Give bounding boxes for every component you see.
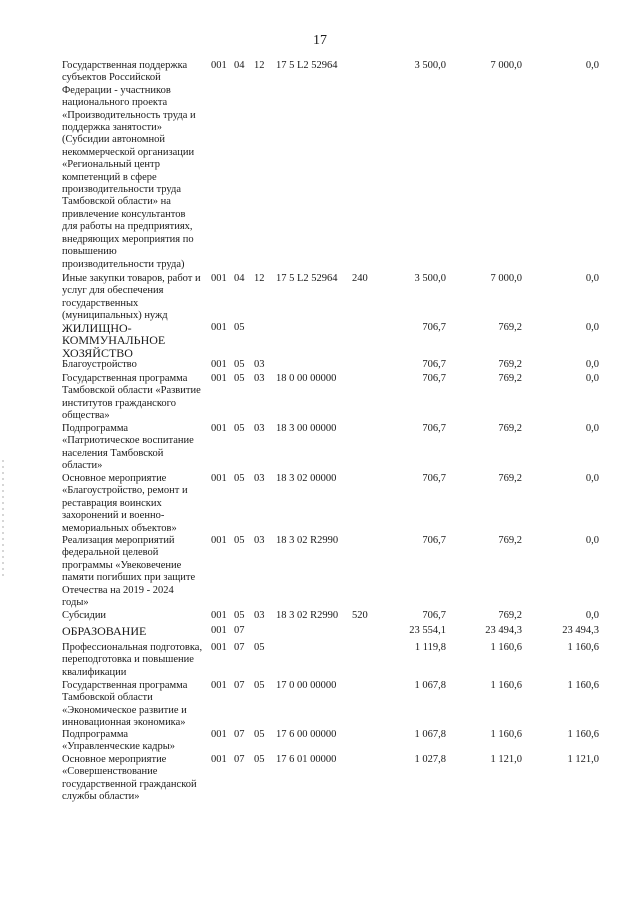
cell-csr: 18 3 02 R2990: [276, 535, 339, 546]
cell-pr: 03: [254, 373, 265, 384]
row-name: ОБРАЗОВАНИЕ: [62, 624, 147, 638]
cell-ved: 001: [211, 273, 227, 284]
row-name: Основное мероприятие «Благоустройство, ремонт и реставрация воинских захоронений и военно- мемориальных объектов»: [62, 473, 188, 534]
cell-amount-2: 769,2: [498, 373, 522, 384]
cell-amount-3: 0,0: [585, 60, 599, 71]
cell-pr: 05: [254, 754, 265, 765]
cell-ved: 001: [211, 423, 227, 434]
cell-pr: 12: [254, 60, 265, 71]
cell-rz: 04: [234, 60, 245, 71]
cell-pr: 03: [254, 423, 265, 434]
cell-amount-3: 0,0: [585, 423, 599, 434]
cell-csr: 18 3 00 00000: [276, 423, 337, 434]
cell-rz: 05: [234, 473, 245, 484]
cell-amount-1: 3 500,0: [414, 273, 446, 284]
cell-ved: 001: [211, 359, 227, 370]
cell-amount-3: 1 160,6: [567, 680, 599, 691]
cell-amount-1: 706,7: [422, 535, 446, 546]
cell-rz: 05: [234, 535, 245, 546]
cell-amount-1: 706,7: [422, 473, 446, 484]
cell-amount-2: 7 000,0: [490, 273, 522, 284]
cell-amount-1: 706,7: [422, 373, 446, 384]
cell-pr: 03: [254, 535, 265, 546]
cell-amount-3: 0,0: [585, 373, 599, 384]
cell-ved: 001: [211, 610, 227, 621]
cell-csr: 17 5 L2 52964: [276, 273, 338, 284]
cell-ved: 001: [211, 754, 227, 765]
page-number: 17: [313, 33, 327, 48]
row-name: Подпрограмма «Патриотическое воспитание населения Тамбовской области»: [62, 423, 194, 472]
cell-amount-2: 1 160,6: [490, 680, 522, 691]
row-name: Подпрограмма «Управленческие кадры»: [62, 729, 175, 753]
cell-rz: 07: [234, 729, 245, 740]
cell-amount-2: 769,2: [498, 473, 522, 484]
cell-amount-3: 1 160,6: [567, 729, 599, 740]
cell-ved: 001: [211, 373, 227, 384]
cell-ved: 001: [211, 535, 227, 546]
cell-amount-2: 1 121,0: [490, 754, 522, 765]
cell-amount-3: 0,0: [585, 273, 599, 284]
cell-amount-1: 1 067,8: [414, 680, 446, 691]
cell-csr: 17 6 00 00000: [276, 729, 337, 740]
cell-csr: 17 6 01 00000: [276, 754, 337, 765]
cell-ved: 001: [211, 729, 227, 740]
cell-amount-3: 0,0: [585, 610, 599, 621]
cell-pr: 03: [254, 610, 265, 621]
cell-rz: 07: [234, 680, 245, 691]
cell-amount-1: 706,7: [422, 322, 446, 333]
cell-rz: 05: [234, 373, 245, 384]
cell-amount-1: 706,7: [422, 359, 446, 370]
cell-amount-1: 1 119,8: [414, 642, 446, 653]
cell-ved: 001: [211, 60, 227, 71]
cell-amount-2: 23 494,3: [485, 625, 522, 636]
cell-amount-1: 706,7: [422, 423, 446, 434]
cell-rz: 07: [234, 642, 245, 653]
cell-amount-1: 3 500,0: [414, 60, 446, 71]
cell-pr: 05: [254, 680, 265, 691]
cell-amount-1: 23 554,1: [409, 625, 446, 636]
cell-rz: 07: [234, 754, 245, 765]
cell-rz: 05: [234, 359, 245, 370]
row-name: Государственная поддержка субъектов Российской Федерации - участников национального проекта «Производительность труда и поддержка занятости» (Субсидии автономной некоммерческой организации «Региональный центр компетенций в сфере производительности труда Тамбовской области» на привлечение консультантов для работы на предприятиях, внедряющих мероприятия по повышению производительности труда): [62, 60, 196, 270]
cell-ved: 001: [211, 642, 227, 653]
cell-ved: 001: [211, 680, 227, 691]
cell-amount-3: 23 494,3: [562, 625, 599, 636]
cell-csr: 17 5 L2 52964: [276, 60, 338, 71]
cell-amount-3: 0,0: [585, 359, 599, 370]
cell-amount-3: 1 121,0: [567, 754, 599, 765]
row-name: Профессиональная подготовка, переподготовка и повышение квалификации: [62, 642, 203, 678]
cell-ved: 001: [211, 473, 227, 484]
row-name: Субсидии: [62, 610, 107, 621]
cell-csr: 18 0 00 00000: [276, 373, 337, 384]
row-name: Государственная программа Тамбовской области «Развитие институтов гражданского общества»: [62, 373, 201, 422]
cell-amount-2: 769,2: [498, 322, 522, 333]
row-name: Государственная программа Тамбовской области «Экономическое развитие и инновационная экономика»: [62, 680, 188, 729]
cell-amount-2: 769,2: [498, 610, 522, 621]
cell-amount-1: 706,7: [422, 610, 446, 621]
cell-rz: 05: [234, 423, 245, 434]
cell-amount-2: 7 000,0: [490, 60, 522, 71]
cell-amount-2: 1 160,6: [490, 642, 522, 653]
row-name: Реализация мероприятий федеральной целевой программы «Увековечение памяти погибших при защите Отечества на 2019 - 2024 годы»: [62, 535, 196, 609]
cell-pr: 05: [254, 729, 265, 740]
cell-amount-2: 1 160,6: [490, 729, 522, 740]
cell-rz: 05: [234, 610, 245, 621]
cell-amount-1: 1 067,8: [414, 729, 446, 740]
cell-ved: 001: [211, 322, 227, 333]
cell-csr: 18 3 02 R2990: [276, 610, 339, 621]
cell-vr: 520: [352, 610, 368, 621]
row-name: ЖИЛИЩНО- КОММУНАЛЬНОЕ ХОЗЯЙСТВО: [62, 321, 166, 360]
cell-amount-1: 1 027,8: [414, 754, 446, 765]
cell-pr: 03: [254, 473, 265, 484]
cell-pr: 03: [254, 359, 265, 370]
cell-pr: 12: [254, 273, 265, 284]
cell-amount-3: 0,0: [585, 535, 599, 546]
cell-amount-3: 0,0: [585, 322, 599, 333]
cell-amount-2: 769,2: [498, 535, 522, 546]
row-name: Основное мероприятие «Совершенствование государственной гражданской службы области»: [62, 754, 197, 803]
cell-amount-2: 769,2: [498, 423, 522, 434]
cell-ved: 001: [211, 625, 227, 636]
cell-rz: 05: [234, 322, 245, 333]
cell-pr: 05: [254, 642, 265, 653]
cell-rz: 04: [234, 273, 245, 284]
row-name: Благоустройство: [62, 359, 137, 370]
cell-amount-3: 1 160,6: [567, 642, 599, 653]
cell-vr: 240: [352, 273, 368, 284]
cell-csr: 18 3 02 00000: [276, 473, 337, 484]
row-name: Иные закупки товаров, работ и услуг для обеспечения государственных (муниципальных) нужд: [62, 273, 201, 322]
cell-csr: 17 0 00 00000: [276, 680, 337, 691]
cell-rz: 07: [234, 625, 245, 636]
cell-amount-2: 769,2: [498, 359, 522, 370]
cell-amount-3: 0,0: [585, 473, 599, 484]
